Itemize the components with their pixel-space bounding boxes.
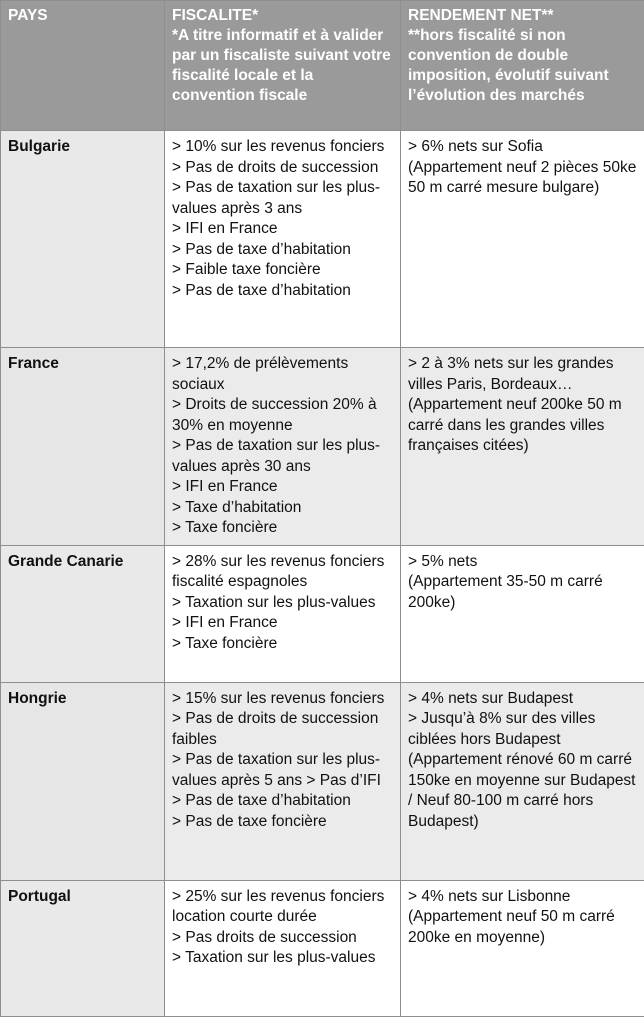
fiscalite-line: > IFI en France <box>172 220 278 237</box>
table-row <box>1 545 644 682</box>
fiscalite-line: > Pas de taxe foncière <box>172 812 327 830</box>
rendement-line: (Appartement neuf 2 pièces 50ke 50 m carré mesure bulgare) <box>408 158 637 196</box>
fiscalite-cell <box>165 131 401 348</box>
table-row <box>1 131 644 348</box>
fiscalite-line: > Taxe foncière <box>172 634 278 652</box>
header-fiscalite <box>165 1 401 131</box>
fiscalite-cell <box>165 682 401 880</box>
fiscalite-line: > Pas de droits de succession faibles <box>172 710 379 748</box>
header-rendement <box>401 1 644 131</box>
fiscalite-line: > 15% sur les revenus fonciers <box>172 689 385 707</box>
fiscalite-line: > Pas de taxe d’habitation <box>172 240 351 258</box>
country-cell: Grande Canarie <box>1 545 165 682</box>
rendement-line: > 2 à 3% nets sur les grandes villes Paris, Bordeaux… <box>408 355 614 393</box>
fiscalite-cell <box>165 348 401 546</box>
table-row <box>1 880 644 1016</box>
fiscalite-line: > IFI en France <box>172 478 278 495</box>
fiscalite-cell <box>165 545 401 682</box>
rendement-line: > 6% nets sur Sofia <box>408 138 543 155</box>
fiscalite-line: > Faible taxe foncière <box>172 261 321 278</box>
header-rendement-title: RENDEMENT NET** <box>408 7 554 24</box>
table-row <box>1 348 644 546</box>
rendement-cell <box>401 545 644 682</box>
rendement-line: > Jusqu’à 8% sur des villes ciblées hors Budapest <box>408 710 596 748</box>
fiscalite-line: > Taxe d’habitation <box>172 498 302 516</box>
rendement-line: (Appartement neuf 50 m carré 200ke en moyenne) <box>408 908 615 946</box>
rendement-line: (Appartement 35-50 m carré 200ke) <box>408 573 603 611</box>
fiscalite-line: > Pas de taxe d’habitation <box>172 792 351 809</box>
country-cell: Portugal <box>1 880 165 1016</box>
country-cell: Bulgarie <box>1 131 165 348</box>
table-row <box>1 682 644 880</box>
fiscalite-line: > Taxation sur les plus-values <box>172 949 376 966</box>
rendement-line: (Appartement rénové 60 m carré 150ke en moyenne sur Budapest / Neuf 80-100 m carré hors Budapest) <box>408 751 636 830</box>
fiscalite-line: > Taxation sur les plus-values <box>172 593 376 611</box>
fiscalite-line: > 10% sur les revenus fonciers <box>172 138 385 155</box>
country-cell: Hongrie <box>1 682 165 880</box>
fiscalite-line: > Pas de taxation sur les plus-values après 3 ans <box>172 179 381 217</box>
fiscalite-line: > IFI en France <box>172 614 278 631</box>
rendement-line: > 4% nets sur Budapest <box>408 689 574 707</box>
header-pays: PAYS <box>1 1 165 131</box>
fiscalite-line: > Pas droits de succession <box>172 928 357 946</box>
fiscalite-line: > Pas de taxation sur les plus-values après 30 ans <box>172 437 381 475</box>
header-fiscalite-note: *A titre informatif et à valider par un fiscaliste suivant votre fiscalité locale et la convention fiscale <box>172 27 391 104</box>
rendement-line: > 5% nets <box>408 552 478 570</box>
fiscalite-line: > 28% sur les revenus fonciers fiscalité espagnoles <box>172 552 385 590</box>
rendement-line: > 4% nets sur Lisbonne <box>408 887 571 905</box>
fiscalite-cell <box>165 880 401 1016</box>
fiscalite-line: > Taxe foncière <box>172 519 278 536</box>
rendement-cell <box>401 880 644 1016</box>
header-fiscalite-title: FISCALITE* <box>172 7 259 24</box>
fiscalite-line: > Pas de taxation sur les plus-values après 5 ans > Pas d’IFI <box>172 751 381 789</box>
fiscalite-line: > Pas de taxe d’habitation <box>172 281 351 299</box>
fiscalite-line: > 25% sur les revenus fonciers location courte durée <box>172 887 385 925</box>
fiscalite-line: > Pas de droits de succession <box>172 158 379 176</box>
rendement-cell <box>401 682 644 880</box>
country-cell: France <box>1 348 165 546</box>
rendement-cell <box>401 131 644 348</box>
header-rendement-note: **hors fiscalité si non convention de double imposition, évolutif suivant l’évolution des marchés <box>408 27 609 104</box>
fiscalite-line: > Droits de succession 20% à 30% en moyenne <box>172 396 377 434</box>
rendement-cell <box>401 348 644 546</box>
fiscalite-line: > 17,2% de prélèvements sociaux <box>172 355 349 393</box>
header-row <box>1 1 644 131</box>
rendement-line: (Appartement neuf 200ke 50 m carré dans les grandes villes françaises citées) <box>408 396 622 454</box>
